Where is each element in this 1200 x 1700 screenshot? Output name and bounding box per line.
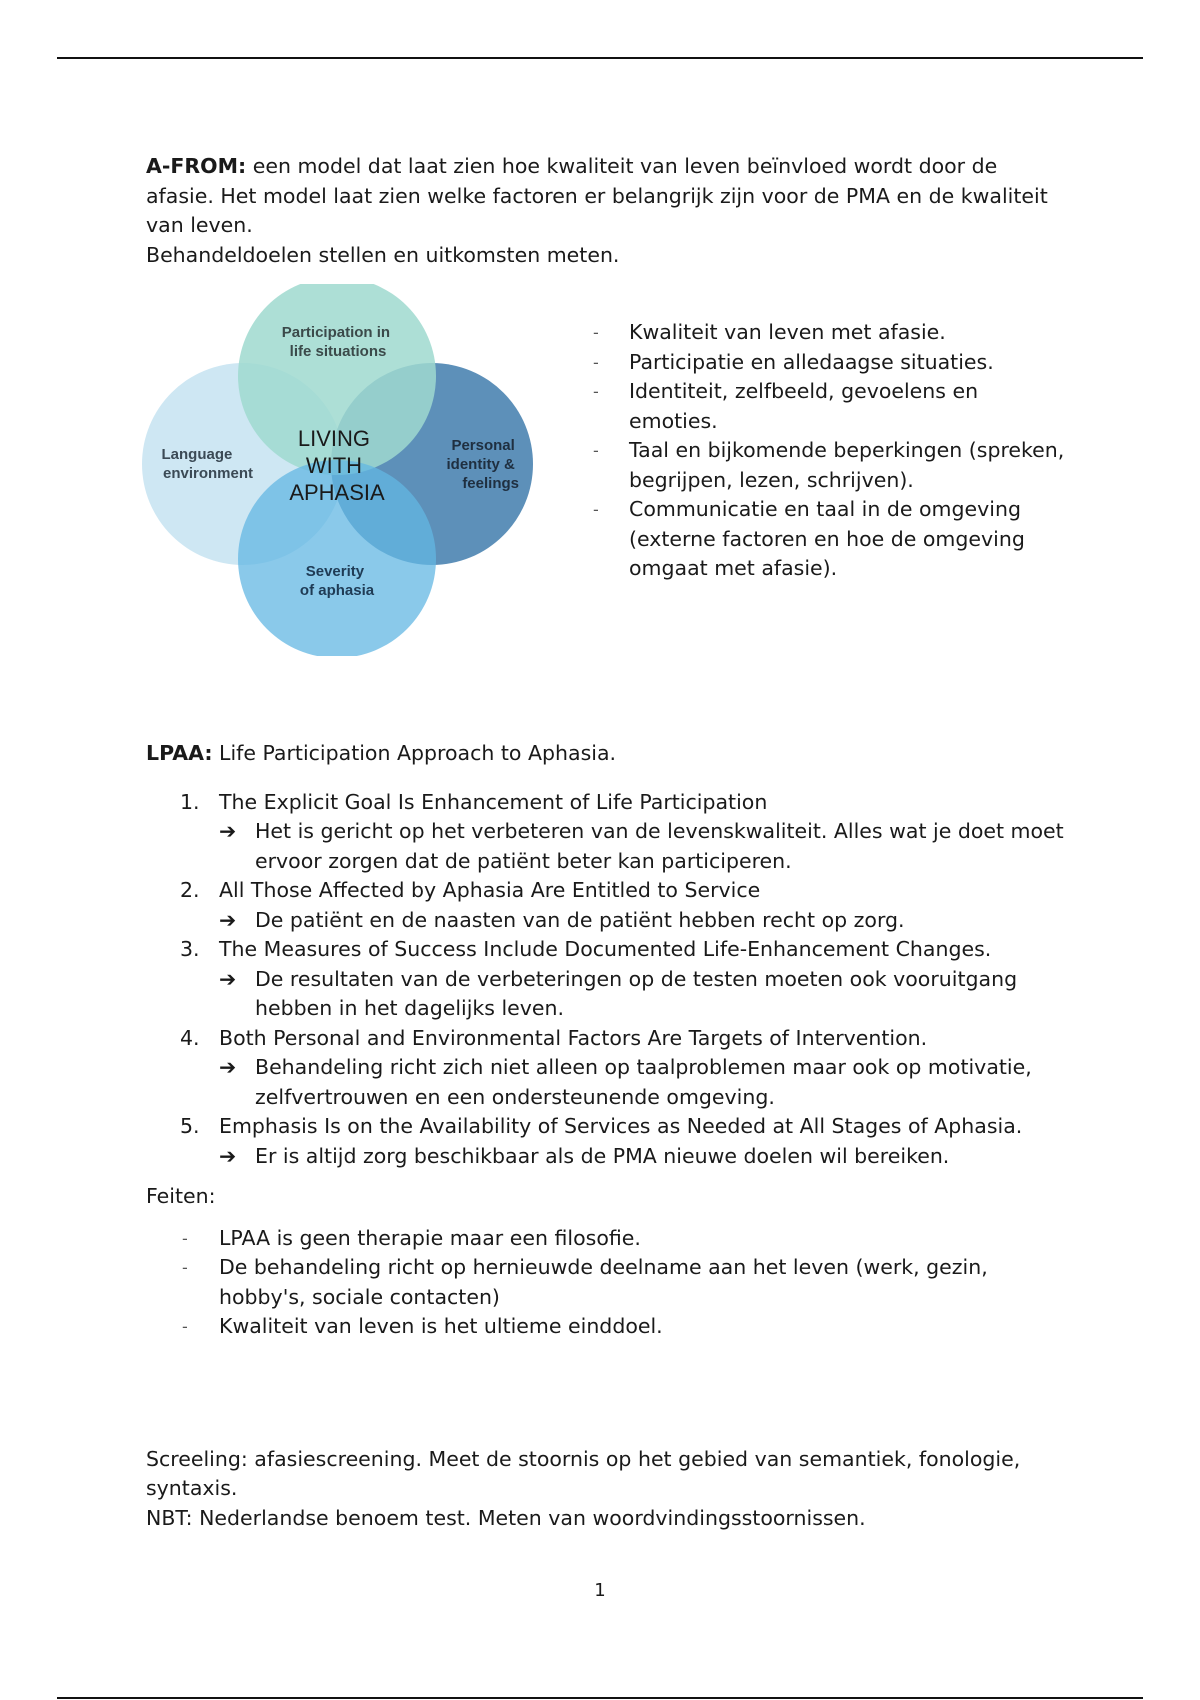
afrom-text: een model dat laat zien hoe kwaliteit van leven beïnvloed wordt door de afasie. Het model laat zien welke factoren er belangrijk zijn voor de PMA en de kwaliteit van leven. <box>146 154 1048 237</box>
list-item: 1. The Explicit Goal Is Enhancement of Life Participation ➔ Het is gericht op het verbeteren van de levenskwaliteit. Alles wat je doet moet ervoor zorgen dat de patiënt beter kan participeren. <box>180 789 1064 873</box>
label-left: Language environment <box>161 446 254 482</box>
list-item: 4. Both Personal and Environmental Factors Are Targets of Intervention. ➔ Behandeling richt zich niet alleen op taalproblemen maar ook op motivatie, zelfvertrouwen en een ondersteunende omgeving. <box>180 1025 1032 1109</box>
afrom-points-list <box>593 318 1073 584</box>
list-item: - De behandeling richt op hernieuwde deelname aan het leven (werk, gezin, hobby's, sociale contacten) <box>182 1255 988 1309</box>
header-rule <box>57 57 1143 59</box>
lpaa-label: LPAA: <box>146 741 213 765</box>
arrow-icon: ➔ <box>219 1055 237 1079</box>
arrow-icon: ➔ <box>219 1143 237 1168</box>
living-with-aphasia-diagram <box>142 284 534 656</box>
screeling-text: Screeling: afasiescreening. Meet de stoornis op het gebied van semantiek, fonologie, syntaxis. <box>146 1446 1021 1500</box>
lpaa-heading: LPAA: Life Participation Approach to Aphasia. <box>146 741 617 765</box>
page-content <box>146 152 1066 1533</box>
list-item: - Communicatie en taal in de omgeving (externe factoren en hoe de omgeving omgaat met afasie). <box>593 497 1025 580</box>
list-item: - Taal en bijkomende beperkingen (spreken, begrijpen, lezen, schrijven). <box>593 438 1065 492</box>
label-center: LIVING WITH APHASIA <box>289 426 385 505</box>
arrow-icon: ➔ <box>219 819 237 843</box>
tests-section <box>146 1445 1066 1534</box>
arrow-icon: ➔ <box>219 966 237 991</box>
list-item: 5. Emphasis Is on the Availability of Services as Needed at All Stages of Aphasia. ➔ Er is altijd zorg beschikbaar als de PMA nieuwe doelen wil bereiken. <box>146 1112 1066 1171</box>
list-item: 3. The Measures of Success Include Documented Life-Enhancement Changes. ➔ De resultaten van de verbeteringen op de testen moeten ook vooruitgang hebben in het dagelijks leven. <box>180 937 1018 1020</box>
list-item: 2. All Those Affected by Aphasia Are Entitled to Service ➔ De patiënt en de naasten van de patiënt hebben recht op zorg. <box>146 876 1066 935</box>
arrow-icon: ➔ <box>219 907 237 932</box>
lpaa-principles-list <box>146 788 1066 1172</box>
afrom-paragraph <box>146 152 1066 241</box>
list-item: - Kwaliteit van leven is het ultieme einddoel. <box>182 1314 663 1338</box>
venn-svg <box>142 284 534 656</box>
list-item: - LPAA is geen therapie maar een filosofie. <box>182 1225 641 1250</box>
afrom-figure-row <box>146 284 1066 689</box>
feiten-list <box>146 1224 1066 1342</box>
list-item: - Participatie en alledaagse situaties. <box>593 349 994 374</box>
label-right: Personal identity & feelings <box>446 437 519 492</box>
footer-rule <box>57 1697 1143 1699</box>
nbt-text: NBT: Nederlandse benoem test. Meten van woordvindingsstoornissen. <box>146 1505 866 1530</box>
list-item: - Identiteit, zelfbeeld, gevoelens en emoties. <box>593 379 979 433</box>
page-number: 1 <box>594 1580 606 1601</box>
afrom-label: A-FROM: <box>146 154 247 178</box>
label-top: Participation in life situations <box>281 324 391 360</box>
list-item: - Kwaliteit van leven met afasie. <box>593 320 946 344</box>
label-bottom: Severity of aphasia <box>299 563 375 599</box>
feiten-label: Feiten: <box>146 1184 216 1208</box>
afrom-line2: Behandeldoelen stellen en uitkomsten meten. <box>146 242 620 267</box>
